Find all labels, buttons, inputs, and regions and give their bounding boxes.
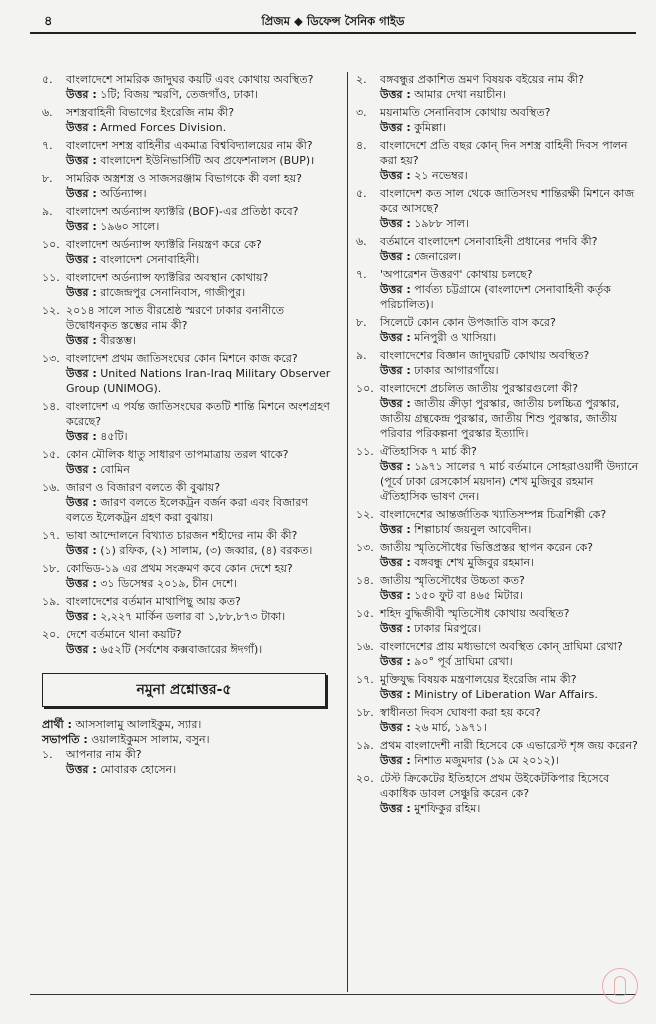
qa-item [42, 447, 338, 477]
question-number: ৪. [356, 139, 367, 152]
answer-label: উত্তর : [66, 253, 97, 266]
answer-text: বাংলাদেশ ইউনিভার্সিটি অব প্রফেশনালস (BUP)। [100, 154, 315, 167]
question-number: ১০. [356, 382, 374, 395]
answer-text: অর্ডিন্যান্স। [100, 187, 147, 200]
question-text: সামরিক অস্ত্রশস্ত্র ও সাজসরঞ্জাম বিভাগকে কী বলা হয়? [66, 172, 302, 185]
answer-label: উত্তর : [66, 187, 97, 200]
question-number: ১৩. [42, 352, 60, 365]
answer-label: উত্তর : [380, 169, 411, 182]
answer-line [66, 543, 338, 558]
qa-item [42, 303, 338, 348]
question-text: ২০১৪ সালে সাত বীরশ্রেষ্ঠ স্মরণে ঢাকার বনানীতে উদ্বোধনকৃত স্তম্ভের নাম কী? [66, 304, 284, 332]
qa-item [42, 237, 338, 267]
qa-item [42, 270, 338, 300]
question-text: বাংলাদেশে সামরিক জাদুঘর কয়টি এবং কোথায় অবস্থিত? [66, 73, 314, 86]
answer-label: উত্তর : [66, 643, 97, 656]
answer-text: কুমিল্লা। [414, 121, 447, 134]
answer-line [66, 285, 338, 300]
page-header [30, 10, 636, 34]
question-text: বাংলাদেশের প্রায় মধ্যভাগে অবস্থিত কোন্ দ্রাঘিমা রেখা? [380, 640, 623, 653]
qa-item [356, 381, 641, 441]
qa-item [356, 138, 641, 183]
question-text: সিলেটে কোন কোন উপজাতি বাস করে? [380, 316, 556, 329]
question-text: বাংলাদেশের বর্তমান মাথাপিছু আয় কত? [66, 595, 241, 608]
answer-line [380, 522, 641, 537]
answer-text: ২,২২৭ মার্কিন ডলার বা ১,৮৮,৮৭৩ টাকা। [100, 610, 286, 623]
answer-text: মনিপুরী ও খাসিয়া। [414, 331, 497, 344]
question-number: ৬. [356, 235, 367, 248]
answer-text: রাজেন্দ্রপুর সেনানিবাস, গাজীপুর। [100, 286, 246, 299]
qa-item [356, 606, 641, 636]
answer-text: জাতীয় ক্রীড়া পুরস্কার, জাতীয় চলচ্চিত্র পুরস্কার, জাতীয় গ্রন্থকেন্দ্র পুরস্কার, জাতীয় শিশু পুরস্কার, জাতীয় পরিবার পরিকল্পনা পুরস্কার ইত্যাদি। [380, 397, 620, 440]
speaker-label: প্রার্থী : [42, 718, 72, 731]
section-title-box: নমুনা প্রশ্নোত্তর-৫ [42, 673, 326, 707]
answer-text: ১টি; বিজয় স্মরণি, তেজগাঁও, ঢাকা। [100, 88, 258, 101]
answer-label: উত্তর : [380, 655, 411, 668]
question-number: ৩. [356, 106, 367, 119]
answer-label: উত্তর : [380, 364, 411, 377]
answer-text: ১৯৭১ সালের ৭ মার্চ বর্তমানে সোহরাওয়ার্দী উদ্যানে (পূর্বে ঢাকা রেসকোর্স ময়দান) শেখ মুজিবুর রহমান ঐতিহাসিক ভাষণ দেন। [380, 460, 639, 503]
answer-line [380, 588, 641, 603]
question-text: বাংলাদেশ অর্ডন্যান্স ফ্যাক্টরির অবস্থান কোথায়? [66, 271, 269, 284]
qa-item [356, 72, 641, 102]
answer-label: উত্তর : [66, 286, 97, 299]
question-number: ২. [356, 73, 367, 86]
answer-text: United Nations Iran-Iraq Military Observer Group (UNIMOG). [66, 367, 331, 395]
answer-label: উত্তর : [380, 754, 411, 767]
answer-line [66, 762, 338, 777]
qa-item [356, 771, 641, 816]
question-number: ১৭. [42, 529, 60, 542]
question-number: ৫. [356, 187, 367, 200]
answer-label: উত্তর : [380, 331, 411, 344]
answer-label: উত্তর : [380, 802, 411, 815]
answer-text: মুশফিকুর রহিম। [414, 802, 481, 815]
answer-text: জেনারেল। [414, 250, 461, 263]
qa-item [42, 528, 338, 558]
answer-label: উত্তর : [380, 397, 411, 410]
answer-line [380, 687, 641, 702]
question-number: ৭. [356, 268, 367, 281]
answer-label: উত্তর : [66, 154, 97, 167]
qa-item [356, 105, 641, 135]
answer-text: ১৯৬০ সালে। [100, 220, 160, 233]
qa-item [356, 315, 641, 345]
answer-line [66, 120, 338, 135]
answer-line [380, 555, 641, 570]
answer-line [380, 459, 641, 504]
answer-text: ১৫০ ফুট বা ৪৬৫ মিটার। [414, 589, 523, 602]
answer-text: ঢাকার আগারগাঁয়ে। [414, 364, 499, 377]
candidate-line [42, 717, 338, 732]
question-text: বাংলাদেশ এ পর্যন্ত জাতিসংঘের কতটি শান্তি মিশনে অংশগ্রহণ করেছে? [66, 400, 330, 428]
speaker-text: ওয়ালাইকুমস সালাম, বসুন। [91, 733, 210, 746]
question-text: বাংলাদেশ কত সাল থেকে জাতিসংঘ শান্তিরক্ষী মিশনে কাজ করে আসছে? [380, 187, 635, 215]
speaker-label: সভাপতি : [42, 733, 88, 746]
question-number: ১৮. [356, 706, 374, 719]
question-number: ১৪. [356, 574, 374, 587]
qa-item [42, 351, 338, 396]
answer-label: উত্তর : [380, 121, 411, 134]
question-number: ১২. [356, 508, 374, 521]
question-number: ১৫. [42, 448, 60, 461]
qa-item [42, 747, 338, 777]
question-text: ঐতিহাসিক ৭ মার্চ কী? [380, 445, 477, 458]
question-text: সশস্ত্রবাহিনী বিভাগের ইংরেজি নাম কী? [66, 106, 235, 119]
answer-text: আমার দেখা নয়াচীন। [414, 88, 506, 101]
answer-label: উত্তর : [66, 367, 97, 380]
question-number: ১৯. [42, 595, 60, 608]
question-text: বঙ্গবন্ধুর প্রকাশিত ভ্রমণ বিষয়ক বইয়ের নাম কী? [380, 73, 584, 86]
question-text: আপনার নাম কী? [66, 748, 142, 761]
answer-text: (১) রফিক, (২) সালাম, (৩) জব্বার, (৪) বরকত। [100, 544, 313, 557]
answer-label: উত্তর : [66, 610, 97, 623]
answer-label: উত্তর : [66, 496, 97, 509]
question-number: ২০. [42, 628, 60, 641]
speaker-text: আসসালামু আলাইকুম, স্যার। [75, 718, 202, 731]
qa-item [42, 138, 338, 168]
qa-item [356, 444, 641, 504]
question-text: প্রথম বাংলাদেশী নারী হিসেবে কে এভারেস্ট শৃঙ্গ জয় করেন? [380, 739, 638, 752]
answer-label: উত্তর : [380, 250, 411, 263]
answer-line [66, 576, 338, 591]
answer-line [380, 396, 641, 441]
question-number: ১১. [356, 445, 374, 458]
answer-text: ৩১ ডিসেম্বর ২০১৯, চীন দেশে। [100, 577, 237, 590]
answer-line [66, 219, 338, 234]
question-text: বর্তমানে বাংলাদেশ সেনাবাহিনী প্রধানের পদবি কী? [380, 235, 598, 248]
answer-line [66, 495, 338, 525]
question-text: বাংলাদেশে প্রচলিত জাতীয় পুরস্কারগুলো কী? [380, 382, 579, 395]
question-number: ১৬. [42, 481, 60, 494]
chair-line [42, 732, 338, 747]
qa-item [42, 204, 338, 234]
answer-line [380, 801, 641, 816]
qa-item [42, 399, 338, 444]
qa-item [356, 267, 641, 312]
question-number: ৮. [42, 172, 53, 185]
answer-line [66, 153, 338, 168]
answer-text: নিশাত মজুমদার (১৯ মে ২০১২)। [414, 754, 559, 767]
qa-item [42, 105, 338, 135]
question-number: ১. [42, 748, 53, 761]
question-number: ৫. [42, 73, 53, 86]
question-number: ৮. [356, 316, 367, 329]
answer-line [66, 429, 338, 444]
question-text: টেস্ট ক্রিকেটের ইতিহাসে প্রথম উইকেটকিপার হিসেবে একাধিক ডাবল সেঞ্চুরি করেন কে? [380, 772, 610, 800]
answer-label: উত্তর : [380, 589, 411, 602]
qa-item [356, 186, 641, 231]
answer-label: উত্তর : [380, 88, 411, 101]
question-number: ১২. [42, 304, 60, 317]
answer-label: উত্তর : [66, 121, 97, 134]
answer-line [66, 252, 338, 267]
answer-label: উত্তর : [66, 334, 97, 347]
answer-label: উত্তর : [66, 577, 97, 590]
column-divider [347, 72, 348, 992]
question-number: ১৭. [356, 673, 374, 686]
question-text: জাতীয় স্মৃতিসৌধের ভিত্তিপ্রস্তর স্থাপন করেন কে? [380, 541, 593, 554]
answer-label: উত্তর : [66, 220, 97, 233]
answer-label: উত্তর : [66, 463, 97, 476]
left-column [42, 72, 338, 780]
qa-item [356, 348, 641, 378]
question-number: ২০. [356, 772, 374, 785]
answer-label: উত্তর : [380, 688, 411, 701]
question-text: স্বাধীনতা দিবস ঘোষণা করা হয় কবে? [380, 706, 541, 719]
answer-label: উত্তর : [66, 763, 97, 776]
question-number: ১৯. [356, 739, 374, 752]
answer-label: উত্তর : [380, 622, 411, 635]
question-text: বাংলাদেশ অর্ডন্যান্স ফ্যাক্টরি নিয়ন্ত্রণ করে কে? [66, 238, 262, 251]
right-column [356, 72, 641, 819]
question-text: কোভিড-১৯ এর প্রথম সংক্রমণ কবে কোন দেশে হয়? [66, 562, 293, 575]
question-text: মুক্তিযুদ্ধ বিষয়ক মন্ত্রণালয়ের ইংরেজি নাম কী? [380, 673, 577, 686]
answer-text: জারণ বলতে ইলেকট্রন বর্জন করা এবং বিজারণ বলতে ইলেকট্রন গ্রহণ করা বুঝায়। [66, 496, 309, 524]
answer-label: উত্তর : [380, 217, 411, 230]
answer-text: Armed Forces Division. [100, 121, 227, 134]
question-text: বাংলাদেশ প্রথম জাতিসংঘের কোন মিশনে কাজ করে? [66, 352, 298, 365]
answer-text: ৬৫২টি (সর্বশেষ কক্সবাজারের ঈদগাঁ)। [100, 643, 263, 656]
answer-line [380, 753, 641, 768]
question-text: বাংলাদেশে প্রতি বছর কোন্ দিন সশস্ত্র বাহিনী দিবস পালন করা হয়? [380, 139, 628, 167]
answer-line [66, 87, 338, 102]
answer-line [380, 282, 641, 312]
question-number: ৯. [356, 349, 367, 362]
question-number: ১৬. [356, 640, 374, 653]
answer-line [380, 654, 641, 669]
question-number: ৬. [42, 106, 53, 119]
answer-line [380, 249, 641, 264]
answer-line [380, 330, 641, 345]
question-text: দেশে বর্তমানে থানা কয়টি? [66, 628, 182, 641]
answer-label: উত্তর : [66, 544, 97, 557]
answer-text: পার্বত্য চট্টগ্রামে (বাংলাদেশ সেনাবাহিনী কর্তৃক পরিচালিত)। [380, 283, 611, 311]
bottom-rule [30, 994, 636, 995]
answer-text: বোমিন [100, 463, 130, 476]
answer-text: ২১ নভেম্বর। [414, 169, 468, 182]
answer-text: মোবারক হোসেন। [100, 763, 177, 776]
answer-label: উত্তর : [380, 283, 411, 296]
question-number: ১০. [42, 238, 60, 251]
answer-text: Ministry of Liberation War Affairs. [414, 688, 598, 701]
question-text: ময়নামতি সেনানিবাস কোথায় অবস্থিত? [380, 106, 551, 119]
qa-item [356, 738, 641, 768]
watermark-stamp-icon [602, 968, 638, 1004]
answer-label: উত্তর : [380, 556, 411, 569]
question-number: ১৩. [356, 541, 374, 554]
qa-item [356, 234, 641, 264]
answer-line [66, 462, 338, 477]
question-text: কোন মৌলিক ধাতু সাধারণ তাপমাত্রায় তরল থাকে? [66, 448, 289, 461]
question-text: বাংলাদেশ অর্ডন্যান্স ফ্যাক্টরি (BOF)-এর প্রতিষ্ঠা কবে? [66, 205, 299, 218]
answer-text: বঙ্গবন্ধু শেখ মুজিবুর রহমান। [414, 556, 535, 569]
qa-item [356, 507, 641, 537]
answer-line [66, 333, 338, 348]
answer-label: উত্তর : [380, 460, 411, 473]
qa-item [356, 540, 641, 570]
answer-line [380, 621, 641, 636]
qa-item [356, 573, 641, 603]
qa-item [42, 594, 338, 624]
answer-line [66, 609, 338, 624]
answer-label: উত্তর : [380, 523, 411, 536]
qa-item [42, 72, 338, 102]
answer-line [380, 87, 641, 102]
answer-line [380, 120, 641, 135]
question-text: বাংলাদেশ সশস্ত্র বাহিনীর একমাত্র বিশ্ববিদ্যালয়ের নাম কী? [66, 139, 313, 152]
answer-text: ১৯৮৮ সাল। [414, 217, 469, 230]
question-text: জারণ ও বিজারণ বলতে কী বুঝায়? [66, 481, 221, 494]
answer-text: শিল্পাচার্য জয়নুল আবেদীন। [414, 523, 532, 536]
question-number: ১৪. [42, 400, 60, 413]
answer-label: উত্তর : [66, 430, 97, 443]
answer-line [66, 366, 338, 396]
answer-text: ২৬ মার্চ, ১৯৭১। [414, 721, 487, 734]
question-text: ভাষা আন্দোলনে বিখ্যাত চারজন শহীদের নাম কী কী? [66, 529, 298, 542]
page-title: প্রিজম ◆ ডিফেন্স সৈনিক গাইড [261, 14, 405, 28]
qa-item [356, 639, 641, 669]
answer-text: ঢাকার মিরপুরে। [414, 622, 482, 635]
question-text: 'অপারেশন উত্তরণ' কোথায় চলছে? [380, 268, 533, 281]
question-number: ৭. [42, 139, 53, 152]
question-number: ১১. [42, 271, 60, 284]
question-number: ১৮. [42, 562, 60, 575]
answer-line [380, 168, 641, 183]
page-number: ৪ [44, 14, 53, 29]
qa-item [42, 627, 338, 657]
answer-text: বীরস্তম্ভ। [100, 334, 137, 347]
question-text: জাতীয় স্মৃতিসৌধের উচ্চতা কত? [380, 574, 525, 587]
answer-label: উত্তর : [380, 721, 411, 734]
answer-line [66, 186, 338, 201]
question-text: বাংলাদেশের আন্তর্জাতিক খ্যাতিসম্পন্ন চিত্রশিল্পী কে? [380, 508, 607, 521]
answer-line [380, 216, 641, 231]
question-number: ৯. [42, 205, 53, 218]
qa-item [42, 480, 338, 525]
answer-text: ৪৫টি। [100, 430, 128, 443]
answer-label: উত্তর : [66, 88, 97, 101]
qa-item [42, 171, 338, 201]
qa-item [356, 705, 641, 735]
answer-line [66, 642, 338, 657]
answer-text: ৯০° পূর্ব দ্রাঘিমা রেখা। [414, 655, 513, 668]
question-number: ১৫. [356, 607, 374, 620]
answer-text: বাংলাদেশ সেনাবাহিনী। [100, 253, 200, 266]
qa-item [356, 672, 641, 702]
question-text: শহিদ বুদ্ধিজীবী স্মৃতিসৌধ কোথায় অবস্থিত? [380, 607, 570, 620]
answer-line [380, 363, 641, 378]
qa-item [42, 561, 338, 591]
answer-line [380, 720, 641, 735]
question-text: বাংলাদেশের বিজ্ঞান জাদুঘরটি কোথায় অবস্থিত? [380, 349, 590, 362]
